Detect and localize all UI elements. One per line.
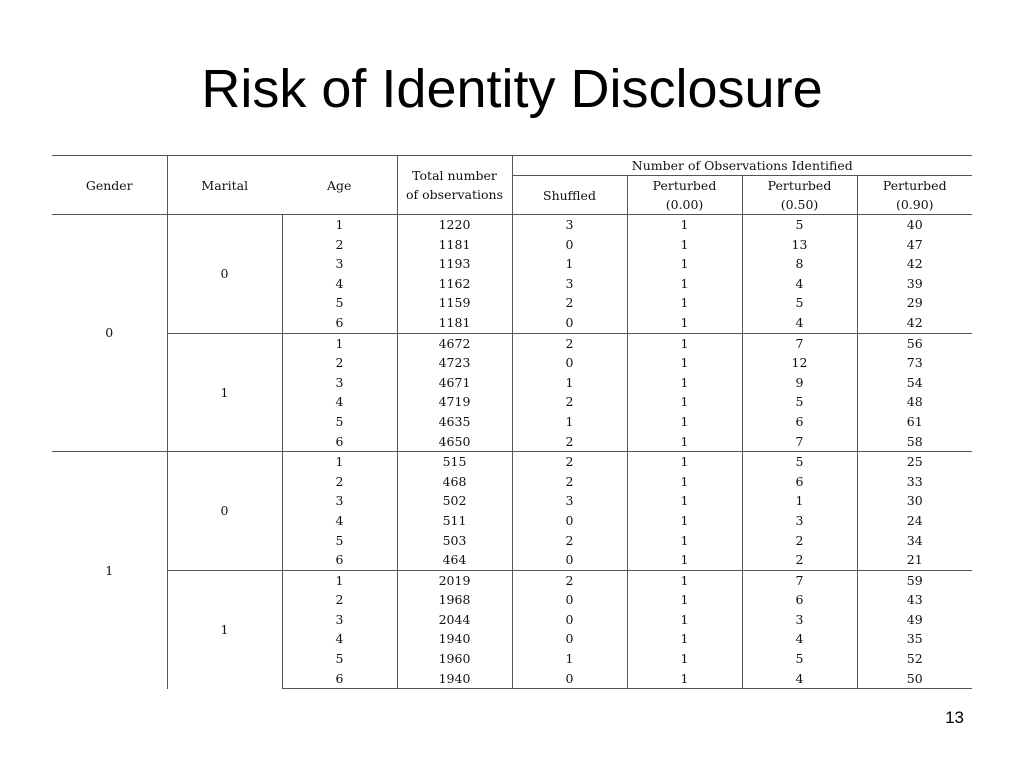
perturbed-090-cell: 25 xyxy=(857,452,972,472)
total-cell: 1193 xyxy=(397,254,512,274)
perturbed-000-cell: 1 xyxy=(627,333,742,353)
perturbed-000-cell: 1 xyxy=(627,235,742,255)
header-total xyxy=(397,156,512,215)
header-group: Number of Observations Identified xyxy=(512,156,972,176)
age-cell: 6 xyxy=(282,669,397,689)
shuffled-cell: 0 xyxy=(512,313,627,333)
perturbed-090-cell: 34 xyxy=(857,531,972,551)
perturbed-050-cell: 2 xyxy=(742,550,857,570)
shuffled-cell: 2 xyxy=(512,293,627,313)
header-p050: (0.50) xyxy=(742,195,857,215)
age-cell: 1 xyxy=(282,452,397,472)
header-gender: Gender xyxy=(52,156,167,215)
age-cell: 5 xyxy=(282,649,397,669)
table-row xyxy=(52,452,972,472)
shuffled-cell: 2 xyxy=(512,570,627,590)
slide-title: Risk of Identity Disclosure xyxy=(201,59,823,119)
age-cell: 6 xyxy=(282,313,397,333)
shuffled-cell: 2 xyxy=(512,432,627,452)
perturbed-050-cell: 5 xyxy=(742,392,857,412)
perturbed-050-cell: 3 xyxy=(742,511,857,531)
age-cell: 1 xyxy=(282,570,397,590)
perturbed-000-cell: 1 xyxy=(627,432,742,452)
age-cell: 3 xyxy=(282,491,397,511)
perturbed-050-cell: 5 xyxy=(742,452,857,472)
total-cell: 1181 xyxy=(397,235,512,255)
total-cell: 1968 xyxy=(397,590,512,610)
perturbed-090-cell: 40 xyxy=(857,215,972,235)
total-cell: 4672 xyxy=(397,333,512,353)
shuffled-cell: 3 xyxy=(512,491,627,511)
perturbed-090-cell: 56 xyxy=(857,333,972,353)
perturbed-090-cell: 35 xyxy=(857,629,972,649)
perturbed-090-cell: 30 xyxy=(857,491,972,511)
perturbed-090-cell: 54 xyxy=(857,373,972,393)
total-cell: 4635 xyxy=(397,412,512,432)
marital-cell: 1 xyxy=(167,333,282,452)
age-cell: 3 xyxy=(282,373,397,393)
perturbed-000-cell: 1 xyxy=(627,274,742,294)
perturbed-090-cell: 39 xyxy=(857,274,972,294)
perturbed-000-cell: 1 xyxy=(627,353,742,373)
total-cell: 503 xyxy=(397,531,512,551)
age-cell: 6 xyxy=(282,550,397,570)
age-cell: 4 xyxy=(282,629,397,649)
perturbed-050-cell: 7 xyxy=(742,333,857,353)
total-cell: 502 xyxy=(397,491,512,511)
header-marital: Marital xyxy=(167,156,282,215)
age-cell: 1 xyxy=(282,215,397,235)
age-cell: 5 xyxy=(282,412,397,432)
age-cell: 4 xyxy=(282,392,397,412)
perturbed-050-cell: 1 xyxy=(742,491,857,511)
perturbed-050-cell: 5 xyxy=(742,215,857,235)
total-cell: 2044 xyxy=(397,610,512,630)
age-cell: 1 xyxy=(282,333,397,353)
total-cell: 4650 xyxy=(397,432,512,452)
shuffled-cell: 0 xyxy=(512,590,627,610)
table-header xyxy=(52,156,972,215)
perturbed-000-cell: 1 xyxy=(627,452,742,472)
perturbed-090-cell: 29 xyxy=(857,293,972,313)
perturbed-090-cell: 21 xyxy=(857,550,972,570)
table-row xyxy=(52,215,972,235)
perturbed-090-cell: 24 xyxy=(857,511,972,531)
gender-cell: 0 xyxy=(52,215,167,452)
shuffled-cell: 2 xyxy=(512,452,627,472)
header-age: Age xyxy=(282,156,397,215)
perturbed-090-cell: 47 xyxy=(857,235,972,255)
perturbed-090-cell: 42 xyxy=(857,254,972,274)
perturbed-090-cell: 50 xyxy=(857,669,972,689)
age-cell: 2 xyxy=(282,472,397,492)
total-cell: 4671 xyxy=(397,373,512,393)
perturbed-000-cell: 1 xyxy=(627,590,742,610)
perturbed-090-cell: 48 xyxy=(857,392,972,412)
age-cell: 4 xyxy=(282,274,397,294)
perturbed-000-cell: 1 xyxy=(627,669,742,689)
total-cell: 468 xyxy=(397,472,512,492)
perturbed-050-cell: 6 xyxy=(742,472,857,492)
marital-cell: 1 xyxy=(167,570,282,689)
perturbed-090-cell: 33 xyxy=(857,472,972,492)
perturbed-050-cell: 2 xyxy=(742,531,857,551)
perturbed-090-cell: 49 xyxy=(857,610,972,630)
perturbed-090-cell: 59 xyxy=(857,570,972,590)
perturbed-090-cell: 43 xyxy=(857,590,972,610)
age-cell: 6 xyxy=(282,432,397,452)
shuffled-cell: 2 xyxy=(512,472,627,492)
total-cell: 1159 xyxy=(397,293,512,313)
total-cell: 1960 xyxy=(397,649,512,669)
perturbed-050-cell: 5 xyxy=(742,649,857,669)
shuffled-cell: 0 xyxy=(512,235,627,255)
header-p000: (0.00) xyxy=(627,195,742,215)
perturbed-000-cell: 1 xyxy=(627,511,742,531)
perturbed-050-cell: 5 xyxy=(742,293,857,313)
total-cell: 1940 xyxy=(397,669,512,689)
shuffled-cell: 2 xyxy=(512,333,627,353)
shuffled-cell: 1 xyxy=(512,412,627,432)
total-cell: 511 xyxy=(397,511,512,531)
table-row xyxy=(52,570,972,590)
age-cell: 3 xyxy=(282,610,397,630)
header-perturbed-3: Perturbed xyxy=(857,176,972,196)
total-cell: 4723 xyxy=(397,353,512,373)
perturbed-050-cell: 7 xyxy=(742,570,857,590)
total-cell: 2019 xyxy=(397,570,512,590)
age-cell: 5 xyxy=(282,293,397,313)
perturbed-000-cell: 1 xyxy=(627,215,742,235)
perturbed-050-cell: 4 xyxy=(742,629,857,649)
header-total-line1: Total number xyxy=(412,168,497,183)
perturbed-000-cell: 1 xyxy=(627,293,742,313)
perturbed-050-cell: 13 xyxy=(742,235,857,255)
shuffled-cell: 2 xyxy=(512,392,627,412)
age-cell: 5 xyxy=(282,531,397,551)
total-cell: 4719 xyxy=(397,392,512,412)
age-cell: 2 xyxy=(282,353,397,373)
table-row xyxy=(52,333,972,353)
marital-cell: 0 xyxy=(167,215,282,334)
header-total-line2: of observations xyxy=(406,187,503,202)
shuffled-cell: 1 xyxy=(512,254,627,274)
perturbed-000-cell: 1 xyxy=(627,550,742,570)
total-cell: 1220 xyxy=(397,215,512,235)
perturbed-000-cell: 1 xyxy=(627,392,742,412)
perturbed-050-cell: 12 xyxy=(742,353,857,373)
header-p090: (0.90) xyxy=(857,195,972,215)
perturbed-000-cell: 1 xyxy=(627,472,742,492)
header-shuffled: Shuffled xyxy=(512,176,627,215)
shuffled-cell: 0 xyxy=(512,669,627,689)
shuffled-cell: 1 xyxy=(512,373,627,393)
perturbed-000-cell: 1 xyxy=(627,373,742,393)
perturbed-090-cell: 73 xyxy=(857,353,972,373)
shuffled-cell: 3 xyxy=(512,274,627,294)
perturbed-000-cell: 1 xyxy=(627,254,742,274)
shuffled-cell: 3 xyxy=(512,215,627,235)
total-cell: 464 xyxy=(397,550,512,570)
perturbed-000-cell: 1 xyxy=(627,649,742,669)
perturbed-050-cell: 9 xyxy=(742,373,857,393)
perturbed-090-cell: 58 xyxy=(857,432,972,452)
shuffled-cell: 0 xyxy=(512,353,627,373)
header-perturbed-2: Perturbed xyxy=(742,176,857,196)
perturbed-050-cell: 3 xyxy=(742,610,857,630)
shuffled-cell: 1 xyxy=(512,649,627,669)
total-cell: 1162 xyxy=(397,274,512,294)
perturbed-000-cell: 1 xyxy=(627,610,742,630)
age-cell: 3 xyxy=(282,254,397,274)
header-perturbed-1: Perturbed xyxy=(627,176,742,196)
shuffled-cell: 0 xyxy=(512,511,627,531)
perturbed-050-cell: 4 xyxy=(742,313,857,333)
perturbed-050-cell: 4 xyxy=(742,274,857,294)
total-cell: 515 xyxy=(397,452,512,472)
total-cell: 1940 xyxy=(397,629,512,649)
age-cell: 4 xyxy=(282,511,397,531)
perturbed-050-cell: 6 xyxy=(742,412,857,432)
perturbed-050-cell: 6 xyxy=(742,590,857,610)
identity-disclosure-table xyxy=(52,155,972,689)
age-cell: 2 xyxy=(282,235,397,255)
shuffled-cell: 0 xyxy=(512,550,627,570)
perturbed-000-cell: 1 xyxy=(627,531,742,551)
shuffled-cell: 2 xyxy=(512,531,627,551)
perturbed-090-cell: 61 xyxy=(857,412,972,432)
shuffled-cell: 0 xyxy=(512,610,627,630)
marital-cell: 0 xyxy=(167,452,282,571)
perturbed-090-cell: 42 xyxy=(857,313,972,333)
perturbed-000-cell: 1 xyxy=(627,570,742,590)
perturbed-000-cell: 1 xyxy=(627,629,742,649)
perturbed-000-cell: 1 xyxy=(627,412,742,432)
age-cell: 2 xyxy=(282,590,397,610)
gender-cell: 1 xyxy=(52,452,167,689)
page-number: 13 xyxy=(945,708,964,727)
table-body xyxy=(52,215,972,689)
perturbed-050-cell: 8 xyxy=(742,254,857,274)
shuffled-cell: 0 xyxy=(512,629,627,649)
perturbed-000-cell: 1 xyxy=(627,491,742,511)
perturbed-050-cell: 4 xyxy=(742,669,857,689)
perturbed-090-cell: 52 xyxy=(857,649,972,669)
perturbed-000-cell: 1 xyxy=(627,313,742,333)
total-cell: 1181 xyxy=(397,313,512,333)
perturbed-050-cell: 7 xyxy=(742,432,857,452)
